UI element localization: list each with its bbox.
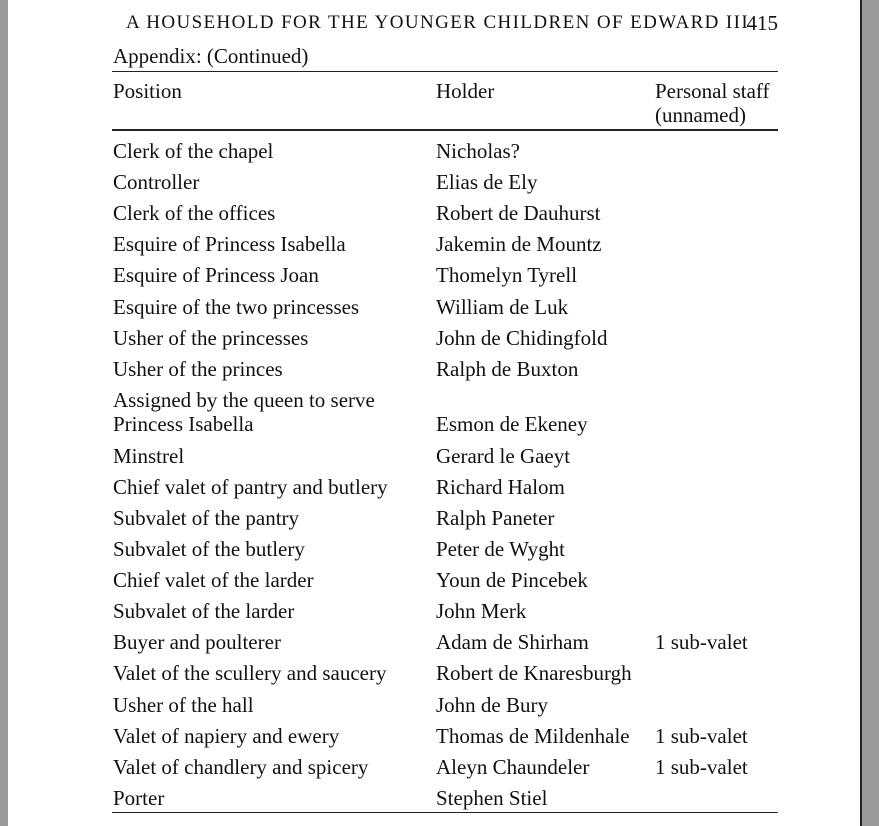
cell-position-text: Esquire of Princess Isabella [113, 232, 346, 257]
cell-position [113, 388, 375, 436]
cell-position-text: Minstrel [113, 443, 185, 468]
cell-position [113, 295, 359, 319]
cell-position-text: Valet of chandlery and spicery [113, 754, 369, 779]
cell-position [113, 755, 368, 779]
cell-position-text: Subvalet of the butlery [113, 537, 305, 562]
cell-holder: John de Chidingfold [436, 325, 608, 350]
cell-position-text: Subvalet of the larder [113, 599, 295, 624]
table-header-rule [112, 129, 778, 131]
cell-position-text: Esquire of the two princesses [113, 294, 360, 319]
table-caption: Appendix: (Continued) [113, 44, 309, 68]
cell-position-text: Valet of napiery and ewery [113, 723, 340, 748]
cell-position [113, 568, 314, 592]
cell-holder: Robert de Knaresburgh [436, 661, 632, 686]
cell-personal-staff: 1 sub-valet [655, 723, 748, 748]
column-header-position: Position [113, 79, 182, 103]
cell-holder: Richard Halom [436, 474, 565, 499]
cell-position [113, 201, 275, 225]
cell-position-text: Porter [113, 785, 165, 810]
cell-personal-staff: 1 sub-valet [655, 630, 748, 655]
cell-holder: John de Bury [436, 692, 548, 717]
column-header-personal-staff [655, 79, 770, 127]
cell-position-text: Usher of the hall [113, 692, 254, 717]
cell-position [113, 444, 184, 468]
cell-position [113, 232, 346, 256]
cell-holder: Jakemin de Mountz [436, 232, 602, 257]
document-page [8, 0, 862, 826]
cell-holder: Aleyn Chaundeler [436, 754, 590, 779]
running-head [126, 12, 778, 34]
cell-position [113, 599, 294, 623]
cell-position-text: Usher of the princesses [113, 325, 309, 350]
cell-position [113, 506, 299, 530]
cell-position [113, 475, 388, 499]
cell-position-text-line2: Princess Isabella [113, 411, 254, 436]
cell-holder: Thomas de Mildenhale [436, 723, 630, 748]
cell-holder: Esmon de Ekeney [436, 411, 588, 436]
cell-position [113, 537, 305, 561]
cell-holder: Stephen Stiel [436, 785, 548, 810]
column-header-holder: Holder [436, 79, 495, 103]
cell-position [113, 326, 308, 350]
cell-position-text: Valet of the scullery and saucery [113, 661, 387, 686]
column-header-personal-staff-line1: Personal staff [655, 79, 770, 103]
cell-position-text: Buyer and poulterer [113, 630, 281, 655]
cell-holder: Adam de Shirham [436, 630, 589, 655]
cell-position [113, 170, 199, 194]
cell-position [113, 786, 164, 810]
cell-holder: William de Luk [436, 294, 569, 319]
cell-holder: Youn de Pincebek [436, 568, 588, 593]
table-top-rule [112, 71, 778, 72]
cell-personal-staff: 1 sub-valet [655, 754, 748, 779]
cell-position-text: Subvalet of the pantry [113, 505, 300, 530]
cell-position-text: Clerk of the chapel [113, 139, 274, 163]
cell-holder: Ralph Paneter [436, 505, 555, 530]
cell-holder: Ralph de Buxton [436, 356, 579, 381]
running-head-title: A HOUSEHOLD FOR THE YOUNGER CHILDREN OF EDWARD III [126, 12, 750, 33]
cell-position [113, 661, 386, 685]
cell-position-text: Chief valet of pantry and butlery [113, 474, 388, 499]
cell-holder: Nicholas? [436, 139, 520, 163]
page-number: 415 [746, 11, 778, 35]
cell-position-text: Assigned by the queen to serve [113, 387, 375, 412]
column-header-personal-staff-line2: (unnamed) [655, 103, 746, 127]
cell-position [113, 263, 319, 287]
cell-holder: Peter de Wyght [436, 537, 565, 562]
cell-holder: Gerard le Gaeyt [436, 443, 571, 468]
cell-holder: Robert de Dauhurst [436, 201, 601, 226]
cell-position-text: Chief valet of the larder [113, 568, 314, 593]
cell-position [113, 357, 283, 381]
cell-position-text: Usher of the princes [113, 356, 283, 381]
cell-position [113, 693, 254, 717]
cell-holder: Thomelyn Tyrell [436, 263, 578, 288]
cell-position [113, 630, 281, 654]
table-bottom-rule [112, 812, 778, 813]
cell-holder: John Merk [436, 599, 527, 624]
cell-position [113, 724, 339, 748]
cell-position [113, 139, 273, 163]
cell-position-text: Clerk of the offices [113, 201, 276, 226]
cell-position-text: Esquire of Princess Joan [113, 263, 319, 288]
cell-holder: Elias de Ely [436, 170, 538, 195]
cell-position-text: Controller [113, 170, 200, 195]
